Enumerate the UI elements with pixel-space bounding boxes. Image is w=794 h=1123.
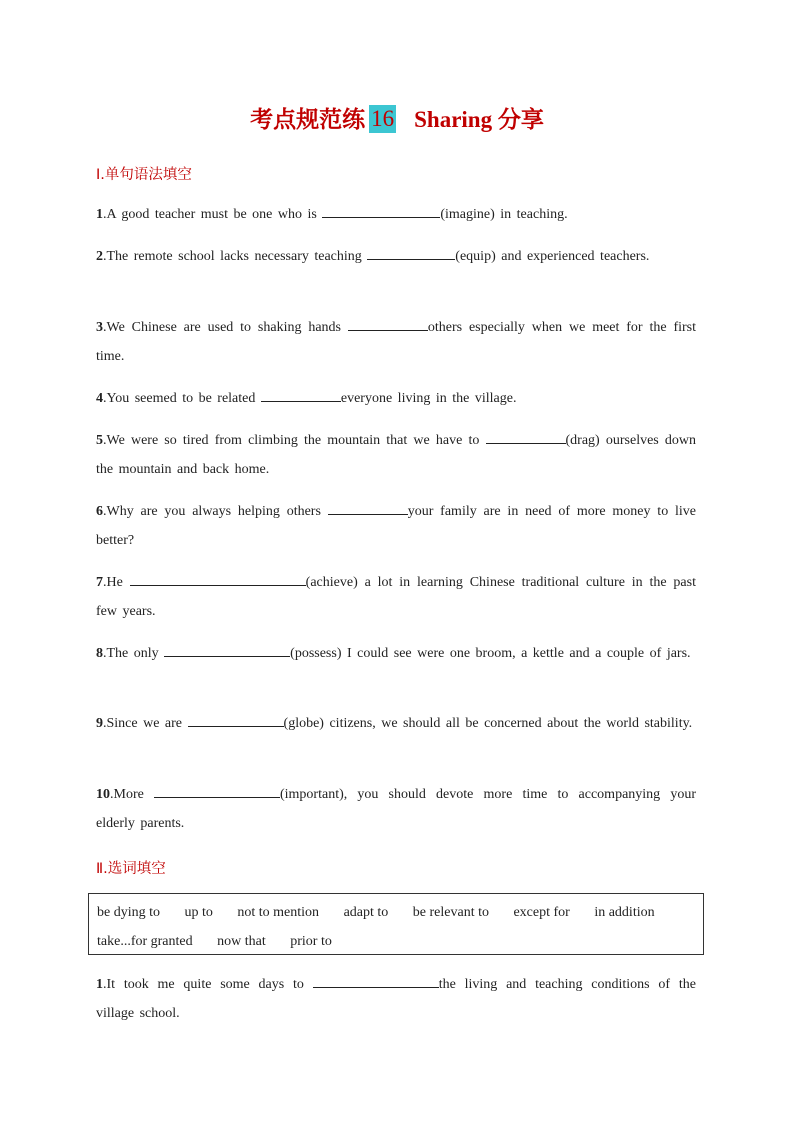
question-number: 9 (96, 716, 103, 731)
question-text: .More (110, 787, 154, 802)
word-option: prior to (290, 934, 332, 949)
question-10 (96, 780, 696, 838)
question-text: (equip) and experienced teachers. (455, 249, 650, 264)
exercise-number-badge: 16 (371, 106, 395, 131)
question-text: .The remote school lacks necessary teaching (103, 249, 368, 264)
question-number: 7 (96, 575, 103, 590)
title-prefix: 考点规范练 (250, 107, 366, 132)
answer-blank[interactable] (313, 973, 439, 988)
section-heading-2: Ⅱ.选词填空 (96, 861, 166, 877)
question-text: (important), you should devote more time to accompanying your elderly parents. (96, 787, 696, 831)
answer-blank[interactable] (261, 387, 341, 402)
question-5 (96, 426, 696, 484)
question-2 (96, 242, 696, 271)
question-text: .We Chinese are used to shaking hands (103, 320, 348, 335)
question-text: (imagine) in teaching. (440, 207, 568, 222)
word-bank (88, 893, 704, 955)
question-1 (96, 200, 696, 229)
question-text: everyone living in the village. (340, 391, 517, 406)
section2-question-1 (96, 970, 696, 1028)
word-option: not to mention (237, 905, 320, 920)
question-text: .Why are you always helping others (103, 504, 328, 519)
question-text: .It took me quite some days to (103, 977, 313, 992)
question-text: (possess) I could see were one broom, a kettle and a couple of jars. (290, 646, 691, 661)
answer-blank[interactable] (348, 316, 428, 331)
question-text: .Since we are (103, 716, 188, 731)
question-number: 2 (96, 249, 103, 264)
question-number: 1 (96, 207, 103, 222)
title-english: Sharing (414, 107, 493, 132)
question-3 (96, 313, 696, 371)
answer-blank[interactable] (130, 571, 306, 586)
word-option: be relevant to (412, 905, 489, 920)
word-option: adapt to (343, 905, 389, 920)
word-option: take...for granted (97, 934, 193, 949)
question-number: 8 (96, 646, 103, 661)
question-8 (96, 639, 696, 668)
word-bank-row-1 (97, 898, 695, 927)
question-text: (drag) ourselves down the mountain and back home. (96, 433, 697, 477)
answer-blank[interactable] (367, 245, 455, 260)
answer-blank[interactable] (486, 429, 566, 444)
word-option: up to (184, 905, 213, 920)
question-text: (globe) citizens, we should all be concerned about the world stability. (283, 716, 693, 731)
question-text: (achieve) a lot in learning Chinese traditional culture in the past few years. (96, 575, 696, 619)
answer-blank[interactable] (154, 783, 280, 798)
question-number: 3 (96, 320, 103, 335)
word-option: now that (217, 934, 266, 949)
question-text: .He (103, 575, 130, 590)
question-4 (96, 384, 696, 413)
question-6 (96, 497, 696, 555)
question-number: 6 (96, 504, 103, 519)
question-text: the living and teaching conditions of the village school. (96, 977, 696, 1021)
question-number: 5 (96, 433, 103, 448)
title-chinese: 分享 (497, 107, 544, 132)
question-number: 4 (96, 391, 103, 406)
word-option: be dying to (97, 905, 160, 920)
answer-blank[interactable] (188, 712, 284, 727)
question-number: 1 (96, 977, 103, 992)
question-number: 10 (96, 787, 110, 802)
word-bank-row-2 (97, 927, 695, 956)
question-text: .The only (103, 646, 165, 661)
word-option: except for (513, 905, 570, 920)
answer-blank[interactable] (328, 500, 408, 515)
section-heading-1: Ⅰ.单句语法填空 (96, 167, 192, 183)
question-text: .A good teacher must be one who is (103, 207, 323, 222)
question-text: your family are in need of more money to live better? (96, 504, 696, 548)
page-title (0, 104, 794, 136)
question-text: others especially when we meet for the first time. (96, 320, 696, 364)
question-text: .You seemed to be related (103, 391, 261, 406)
question-9 (96, 709, 696, 738)
question-text: .We were so tired from climbing the mountain that we have to (103, 433, 486, 448)
answer-blank[interactable] (164, 642, 290, 657)
word-option: in addition (594, 905, 655, 920)
question-7 (96, 568, 696, 626)
answer-blank[interactable] (322, 203, 440, 218)
